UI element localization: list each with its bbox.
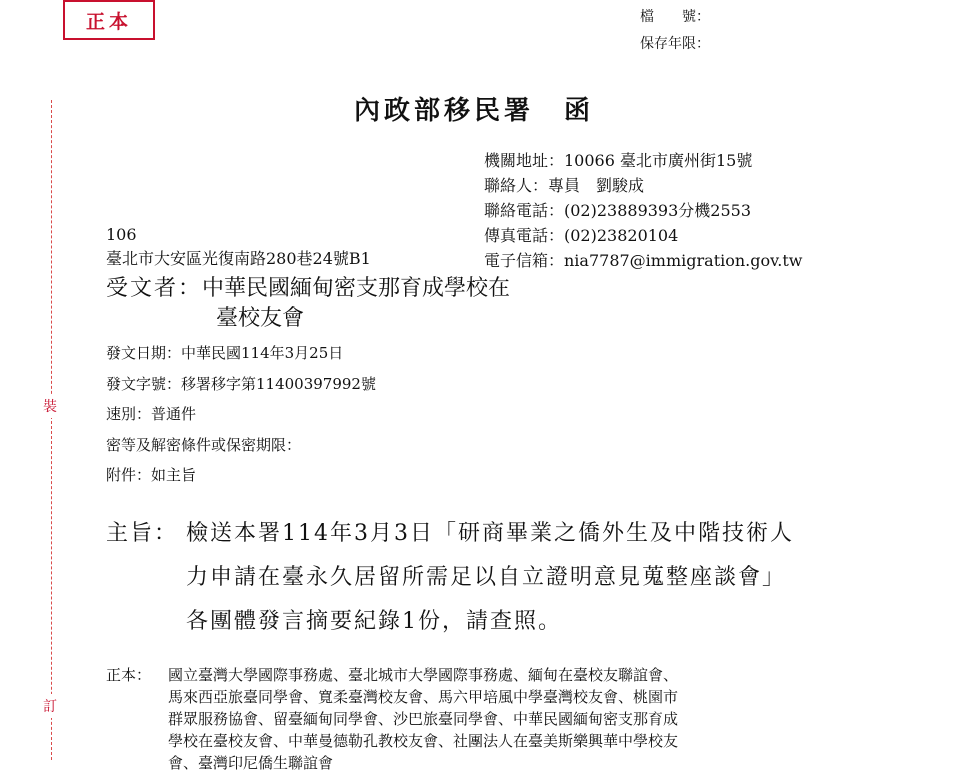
sender-contact-block [484,148,803,273]
binding-mark-bottom: 訂 [43,694,57,718]
subject-label: 主旨： [106,521,179,546]
contact-fax: 傳真電話：(02)23820104 [484,226,679,245]
document-title: 內政部移民署 函 [354,96,595,126]
issue-date: 發文日期：中華民國114年3月25日 [106,344,344,362]
recipient-address [106,223,371,271]
street-address: 臺北市大安區光復南路280巷24號B1 [106,249,371,268]
contact-phone: 聯絡電話：(02)23889393分機2553 [484,201,752,220]
contact-person: 聯絡人：專員 劉駿成 [484,176,645,195]
priority: 速別：普通件 [106,405,197,423]
secrecy-level: 密等及解密條件或保密期限： [106,435,302,454]
recipient-label: 受文者： [106,276,203,301]
postal-code: 106 [106,225,137,244]
copy-recipients-block [106,664,868,774]
file-number-label: 檔 號： [640,9,710,25]
recipient-block [106,274,510,334]
file-info [640,4,710,58]
binding-line [51,100,52,760]
binding-mark-top: 裝 [43,394,57,418]
copy-recipients-text: 國立臺灣大學國際事務處、臺北城市大學國際事務處、緬甸在臺校友聯誼會、 馬來西亞旅臺同學會、寬柔臺灣校友會、馬六甲培風中學臺灣校友會、桃園市 群眾服務協會、留臺緬甸同學會、沙巴旅臺同學會、中華民國緬甸密支那育成 學校在臺校友會、中華曼德勒孔教校友會、社團法人在臺美斯樂興華中學校友 會、臺灣印尼僑生聯誼會 [168,666,679,772]
agency-address: 機關地址：10066 臺北市廣州街15號 [484,151,753,170]
document-number: 發文字號：移署移字第11400397992號 [106,374,376,393]
original-copy-stamp: 正本 [63,0,155,40]
copy-recipients-label: 正本： [106,666,152,684]
document-metadata [106,338,376,491]
contact-email: 電子信箱：nia7787@immigration.gov.tw [484,251,803,270]
attachment: 附件：如主旨 [106,466,197,484]
retention-period-label: 保存年限： [640,36,710,52]
recipient-name-line2: 臺校友會 [216,306,305,331]
subject-text: 檢送本署114年3月3日「研商畢業之僑外生及中階技術人 力申請在臺永久居留所需足以自立證明意見蒐整座談會」 各團體發言摘要紀錄1份，請查照。 [186,521,794,634]
subject-block [106,512,886,644]
recipient-name-line1: 中華民國緬甸密支那育成學校在 [202,276,511,301]
